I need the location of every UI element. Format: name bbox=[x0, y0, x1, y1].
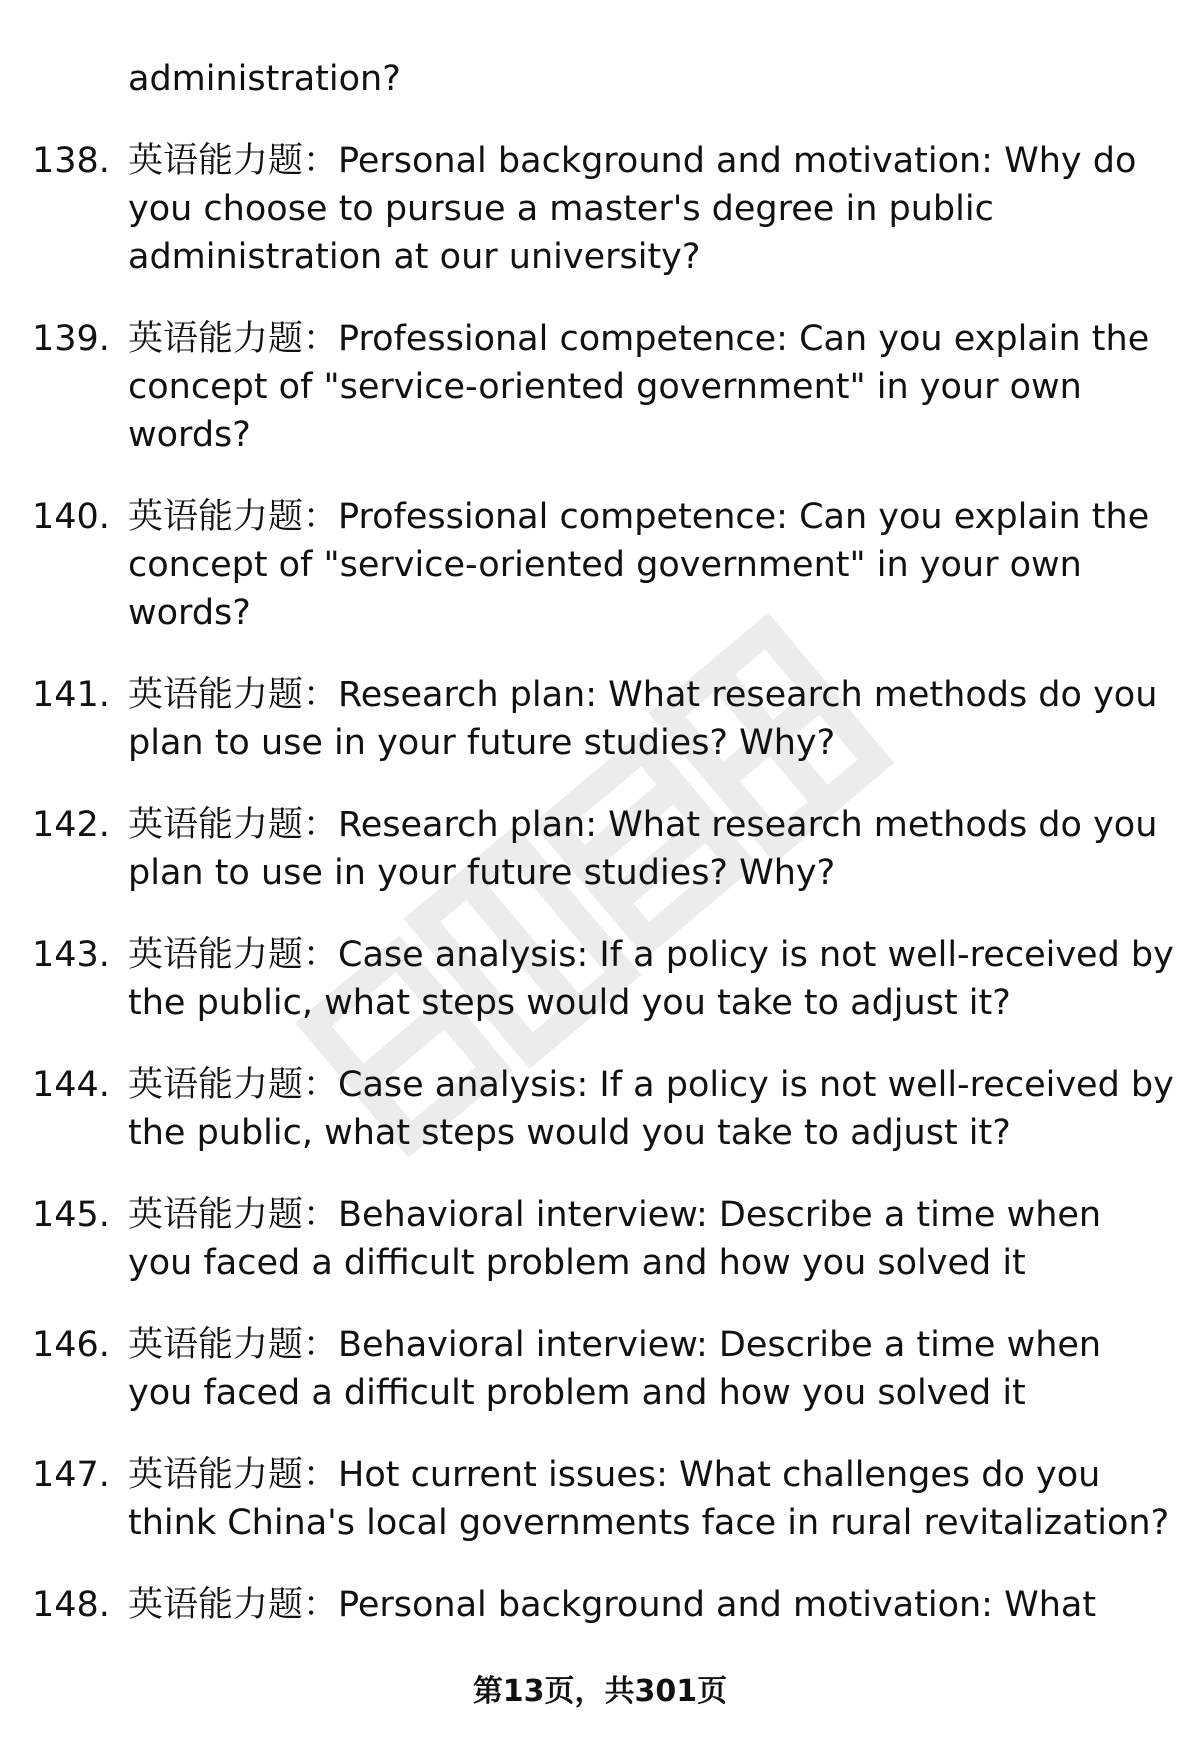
question-line: you choose to pursue a master's degree in public bbox=[128, 189, 994, 229]
question-line: 英语能力题：Professional competence: Can you explain the bbox=[128, 497, 1150, 537]
question-item bbox=[32, 315, 1172, 459]
question-item bbox=[32, 493, 1172, 637]
question-item bbox=[32, 1061, 1172, 1157]
page-footer: 第13页，共301页 bbox=[472, 1674, 728, 1709]
question-line: 英语能力题：Research plan: What research methods do you bbox=[128, 805, 1158, 845]
question-item bbox=[32, 671, 1172, 767]
question-number: 140. bbox=[32, 497, 110, 537]
question-item bbox=[32, 1451, 1172, 1547]
question-number: 144. bbox=[32, 1065, 110, 1105]
question-text bbox=[128, 1581, 1172, 1629]
question-text bbox=[128, 1191, 1172, 1287]
question-line: concept of "service-oriented government" in your own bbox=[128, 367, 1082, 407]
question-item bbox=[32, 931, 1172, 1027]
question-text bbox=[128, 801, 1172, 897]
question-text bbox=[128, 1321, 1172, 1417]
question-line: 英语能力题：Behavioral interview: Describe a time when bbox=[128, 1325, 1102, 1365]
question-line: the public, what steps would you take to adjust it? bbox=[128, 983, 1011, 1023]
question-line: administration at our university? bbox=[128, 237, 701, 277]
question-text bbox=[128, 671, 1172, 767]
question-item bbox=[32, 137, 1172, 281]
question-number: 147. bbox=[32, 1455, 110, 1495]
question-line: plan to use in your future studies? Why? bbox=[128, 723, 836, 763]
question-line: 英语能力题：Research plan: What research methods do you bbox=[128, 675, 1158, 715]
question-line: you faced a difficult problem and how you solved it bbox=[128, 1243, 1026, 1283]
question-line: plan to use in your future studies? Why? bbox=[128, 853, 836, 893]
question-number: 142. bbox=[32, 805, 110, 845]
question-line: the public, what steps would you take to adjust it? bbox=[128, 1113, 1011, 1153]
question-item bbox=[32, 801, 1172, 897]
question-line: words? bbox=[128, 593, 251, 633]
question-number: 143. bbox=[32, 935, 110, 975]
question-line: think China's local governments face in rural revitalization? bbox=[128, 1503, 1170, 1543]
question-number: 146. bbox=[32, 1325, 110, 1365]
question-number: 145. bbox=[32, 1195, 110, 1235]
question-text bbox=[128, 137, 1172, 281]
question-number: 148. bbox=[32, 1585, 110, 1625]
question-number: 141. bbox=[32, 675, 110, 715]
question-text bbox=[128, 315, 1172, 459]
question-text bbox=[128, 931, 1172, 1027]
question-text bbox=[128, 1061, 1172, 1157]
question-item bbox=[32, 1581, 1172, 1629]
question-line: 英语能力题：Case analysis: If a policy is not well-received by bbox=[128, 935, 1174, 975]
question-line: 英语能力题：Personal background and motivation: What bbox=[128, 1585, 1097, 1625]
question-line: you faced a difficult problem and how you solved it bbox=[128, 1373, 1026, 1413]
question-line: 英语能力题：Personal background and motivation: Why do bbox=[128, 141, 1137, 181]
question-line: 英语能力题：Case analysis: If a policy is not well-received by bbox=[128, 1065, 1174, 1105]
question-number: 139. bbox=[32, 319, 110, 359]
question-line: concept of "service-oriented government" in your own bbox=[128, 545, 1082, 585]
question-line: 英语能力题：Behavioral interview: Describe a time when bbox=[128, 1195, 1102, 1235]
question-item bbox=[32, 1191, 1172, 1287]
question-line: words? bbox=[128, 415, 251, 455]
question-text bbox=[128, 1451, 1172, 1547]
question-line: 英语能力题：Professional competence: Can you explain the bbox=[128, 319, 1150, 359]
question-list bbox=[32, 55, 1172, 1663]
question-text bbox=[128, 493, 1172, 637]
question-number: 138. bbox=[32, 141, 110, 181]
question-item bbox=[32, 1321, 1172, 1417]
continued-question-text: administration? bbox=[128, 59, 401, 99]
question-line: 英语能力题：Hot current issues: What challenges do you bbox=[128, 1455, 1101, 1495]
